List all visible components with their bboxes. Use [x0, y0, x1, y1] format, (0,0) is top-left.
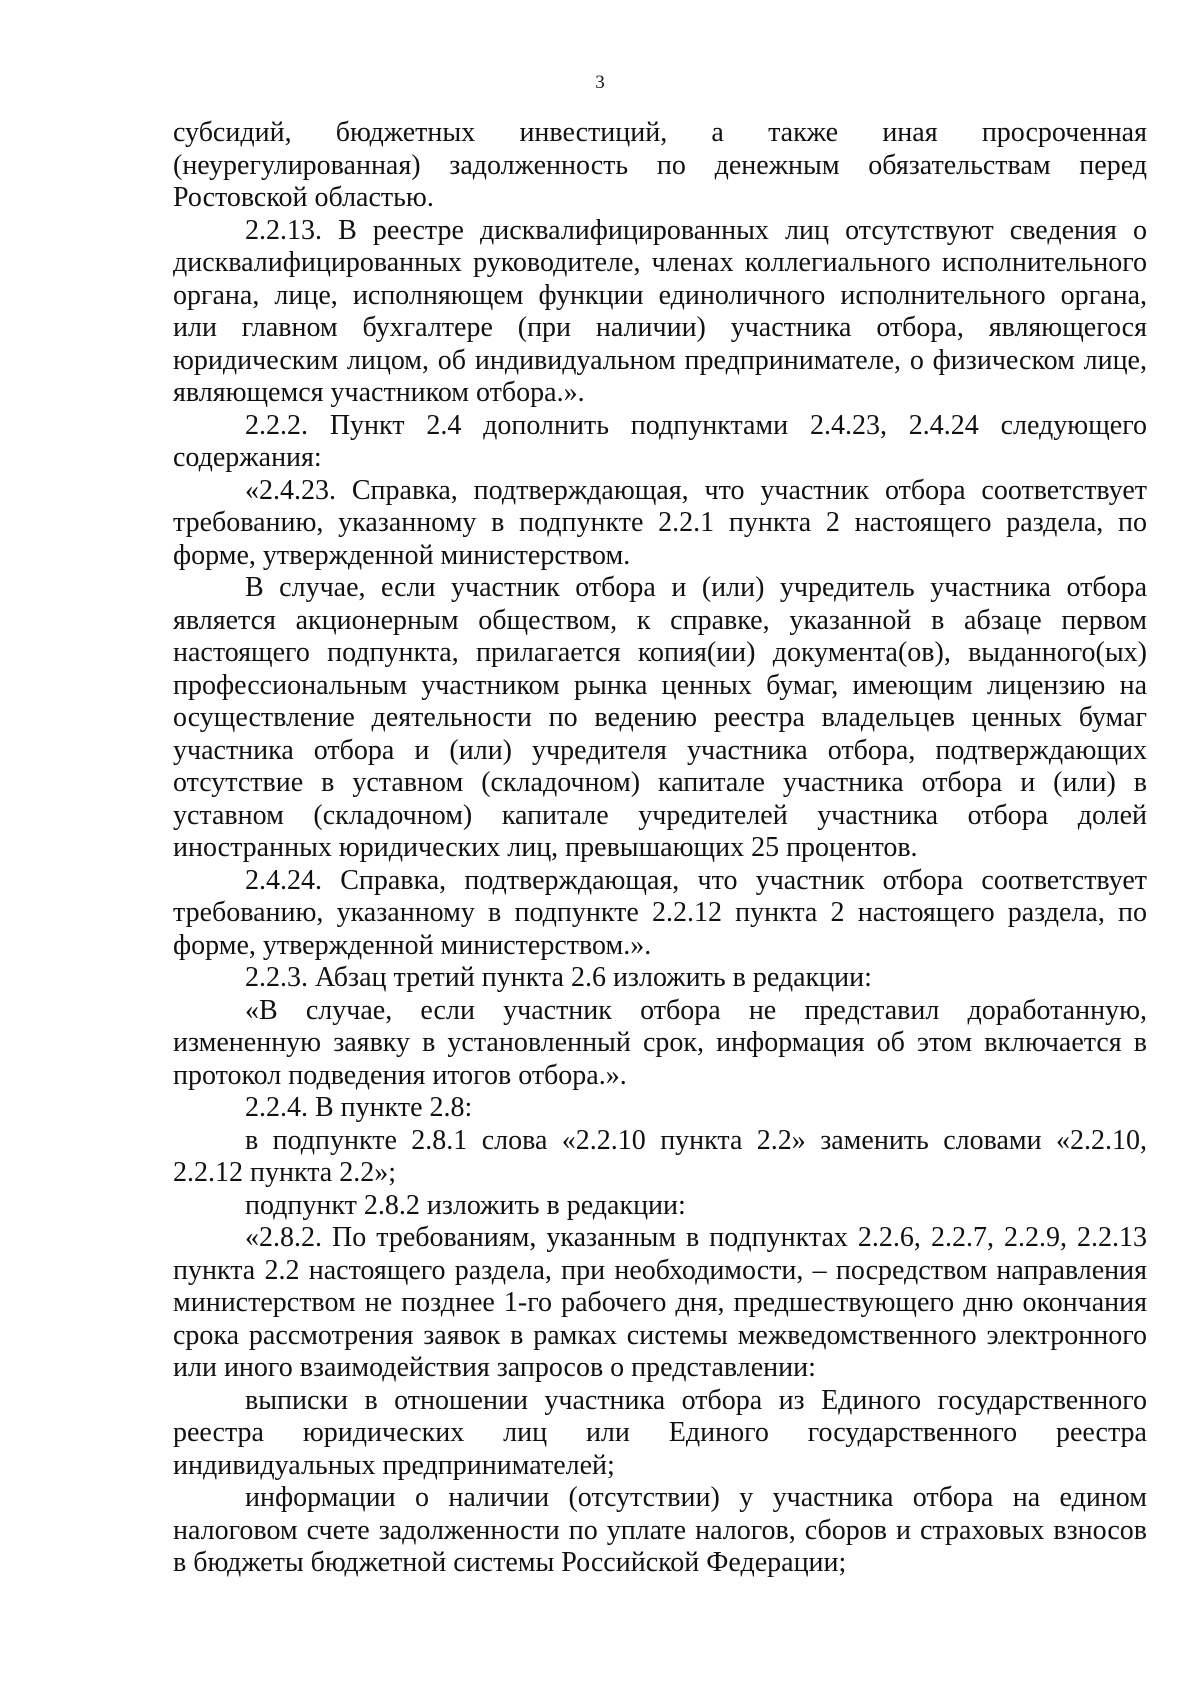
paragraph-2-4-23: «2.4.23. Справка, подтверждающая, что участник отбора соответствует требованию, указанному в подпункте 2.2.1 пункта 2 настоящего раздела, по форме, утвержденной министерством.: [173, 474, 1147, 571]
paragraph-2-6-quote: «В случае, если участник отбора не представил доработанную, измененную заявку в установленный срок, информация об этом включается в протокол подведения итогов отбора.».: [173, 994, 1147, 1091]
paragraph-2-4-24: 2.4.24. Справка, подтверждающая, что участник отбора соответствует требованию, указанному в подпункте 2.2.12 пункта 2 настоящего раздела, по форме, утвержденной министерством.».: [173, 864, 1147, 961]
page-number: 3: [595, 72, 605, 93]
paragraph-2-8-2: «2.8.2. По требованиям, указанным в подпунктах 2.2.6, 2.2.7, 2.2.9, 2.2.13 пункта 2.2 настоящего раздела, при необходимости, – посредством направления министерством не позднее 1-го рабочего дня, предшествующего дню окончания срока рассмотрения заявок в рамках системы межведомственного электронного или иного взаимодействия запросов о представлении:: [173, 1222, 1147, 1383]
paragraph-2-2-4: 2.2.4. В пункте 2.8:: [245, 1092, 473, 1123]
paragraph-continuation: субсидий, бюджетных инвестиций, а также иная просроченная (неурегулированная) задолженность по денежным обязательствам перед Ростовской областью.: [173, 117, 1147, 213]
paragraph-tax-debt-info: информации о наличии (отсутствии) у участника отбора на едином налоговом счете задолженности по уплате налогов, сборов и страховых взносов в бюджеты бюджетной системы Российской Федерации;: [173, 1482, 1147, 1578]
document-body: [173, 117, 1147, 1580]
paragraph-2-2-13: 2.2.13. В реестре дисквалифицированных лиц отсутствуют сведения о дисквалифицированных руководителе, членах коллегиального исполнительного органа, лице, исполняющем функции единоличного исполнительного органа, или главном бухгалтере (при наличии) участника отбора, являющегося юридическим лицом, об индивидуальном предпринимателе, о физическом лице, являющемся участником отбора.».: [173, 214, 1147, 408]
paragraph-2-2-3: 2.2.3. Абзац третий пункта 2.6 изложить в редакции:: [245, 962, 872, 993]
paragraph-2-4-23-joint-stock: В случае, если участник отбора и (или) учредитель участника отбора является акционерным обществом, к справке, указанной в абзаце первом настоящего подпункта, прилагается копия(ии) документа(ов), выданного(ых) профессиональным участником рынка ценных бумаг, имеющим лицензию на осуществление деятельности по ведению реестра владельцев ценных бумаг участника отбора и (или) учредителя участника отбора, подтверждающих отсутствие в уставном (складочном) капитале участника отбора и (или) в уставном (складочном) капитале учредителей участника отбора долей иностранных юридических лиц, превышающих 25 процентов.: [173, 572, 1147, 863]
paragraph-registry-extract: выписки в отношении участника отбора из Единого государственного реестра юридических лиц или Единого государственного реестра индивидуальных предпринимателей;: [173, 1384, 1147, 1481]
paragraph-2-8-1: в подпункте 2.8.1 слова «2.2.10 пункта 2.2» заменить словами «2.2.10, 2.2.12 пункта 2.2»;: [173, 1124, 1147, 1188]
paragraph-2-2-2: 2.2.2. Пункт 2.4 дополнить подпунктами 2.4.23, 2.4.24 следующего содержания:: [173, 409, 1147, 473]
paragraph-2-8-2-intro: подпункт 2.8.2 изложить в редакции:: [245, 1189, 686, 1221]
